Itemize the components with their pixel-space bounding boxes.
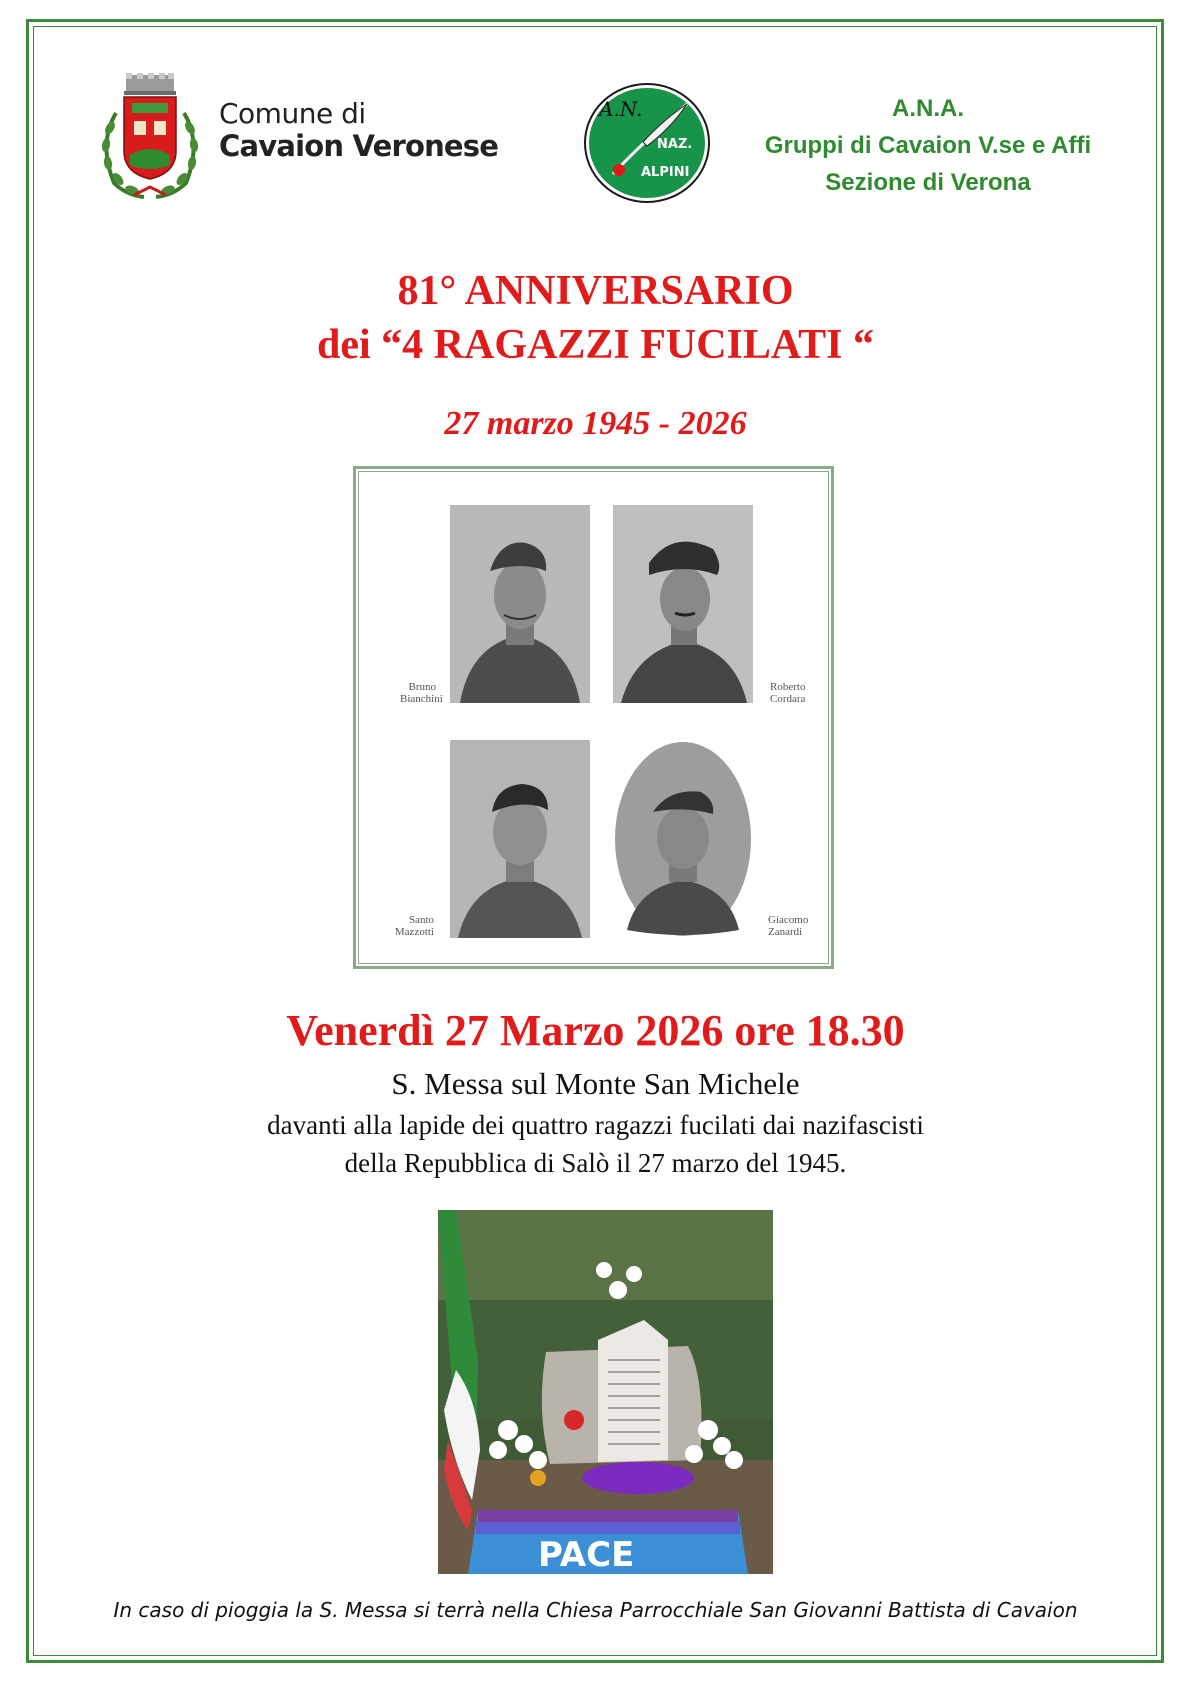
ana-logo-text-naz: NAZ. xyxy=(657,137,693,152)
ana-logo-text-an: A.N. xyxy=(599,97,643,121)
caption-first-name: Bruno xyxy=(408,681,436,693)
portrait-caption-cordara xyxy=(770,681,805,705)
portrait-caption-zanardi xyxy=(768,914,812,938)
caption-last-name: Zanardi xyxy=(768,926,803,938)
ana-logo-text-alpini: ALPINI xyxy=(641,165,690,180)
anniversary-title: 81° ANNIVERSARIO xyxy=(397,268,794,314)
portrait-caption-mazzotti xyxy=(392,914,434,938)
ana-line2: Gruppi di Cavaion V.se e Affi xyxy=(764,132,1092,159)
event-description-line1: davanti alla lapide dei quattro ragazzi fucilati dai nazifascisti xyxy=(267,1110,924,1140)
rain-notice: In caso di pioggia la S. Messa si terrà nella Chiesa Parrocchiale San Giovanni Battista di Cavaion xyxy=(113,1598,1078,1622)
caption-last-name: Bianchini xyxy=(400,693,443,705)
event-description-line2: della Repubblica di Salò il 27 marzo del 1945. xyxy=(344,1148,847,1178)
memorial-banner-text: PACE xyxy=(538,1535,635,1574)
ana-alpini-logo xyxy=(583,82,711,204)
portrait-santo-mazzotti xyxy=(450,740,590,938)
memorial-photo xyxy=(438,1210,773,1574)
portrait-roberto-cordara xyxy=(613,505,753,703)
ana-line3: Sezione di Verona xyxy=(825,169,1031,196)
ana-line1: A.N.A. xyxy=(892,95,964,122)
portrait-bruno-bianchini xyxy=(450,505,590,703)
comune-name xyxy=(219,98,498,164)
comune-crest-logo xyxy=(96,73,204,205)
anniversary-subtitle: dei “4 RAGAZZI FUCILATI “ xyxy=(317,322,874,368)
caption-last-name: Mazzotti xyxy=(394,926,434,938)
anniversary-dates: 27 marzo 1945 - 2026 xyxy=(444,405,747,442)
portrait-giacomo-zanardi xyxy=(613,740,753,938)
event-datetime: Venerdì 27 Marzo 2026 ore 18.30 xyxy=(286,1006,905,1055)
event-mass: S. Messa sul Monte San Michele xyxy=(391,1066,800,1101)
portrait-caption-bianchini xyxy=(400,681,443,705)
portrait-panel xyxy=(358,471,829,964)
caption-first-name: Roberto xyxy=(770,681,806,693)
caption-last-name: Cordara xyxy=(770,693,806,705)
comune-line2: Cavaion Veronese xyxy=(219,129,499,164)
ana-group-heading xyxy=(728,90,1128,201)
comune-line1: Comune di xyxy=(219,97,366,130)
caption-first-name: Santo xyxy=(408,914,434,926)
caption-first-name: Giacomo xyxy=(768,914,809,926)
